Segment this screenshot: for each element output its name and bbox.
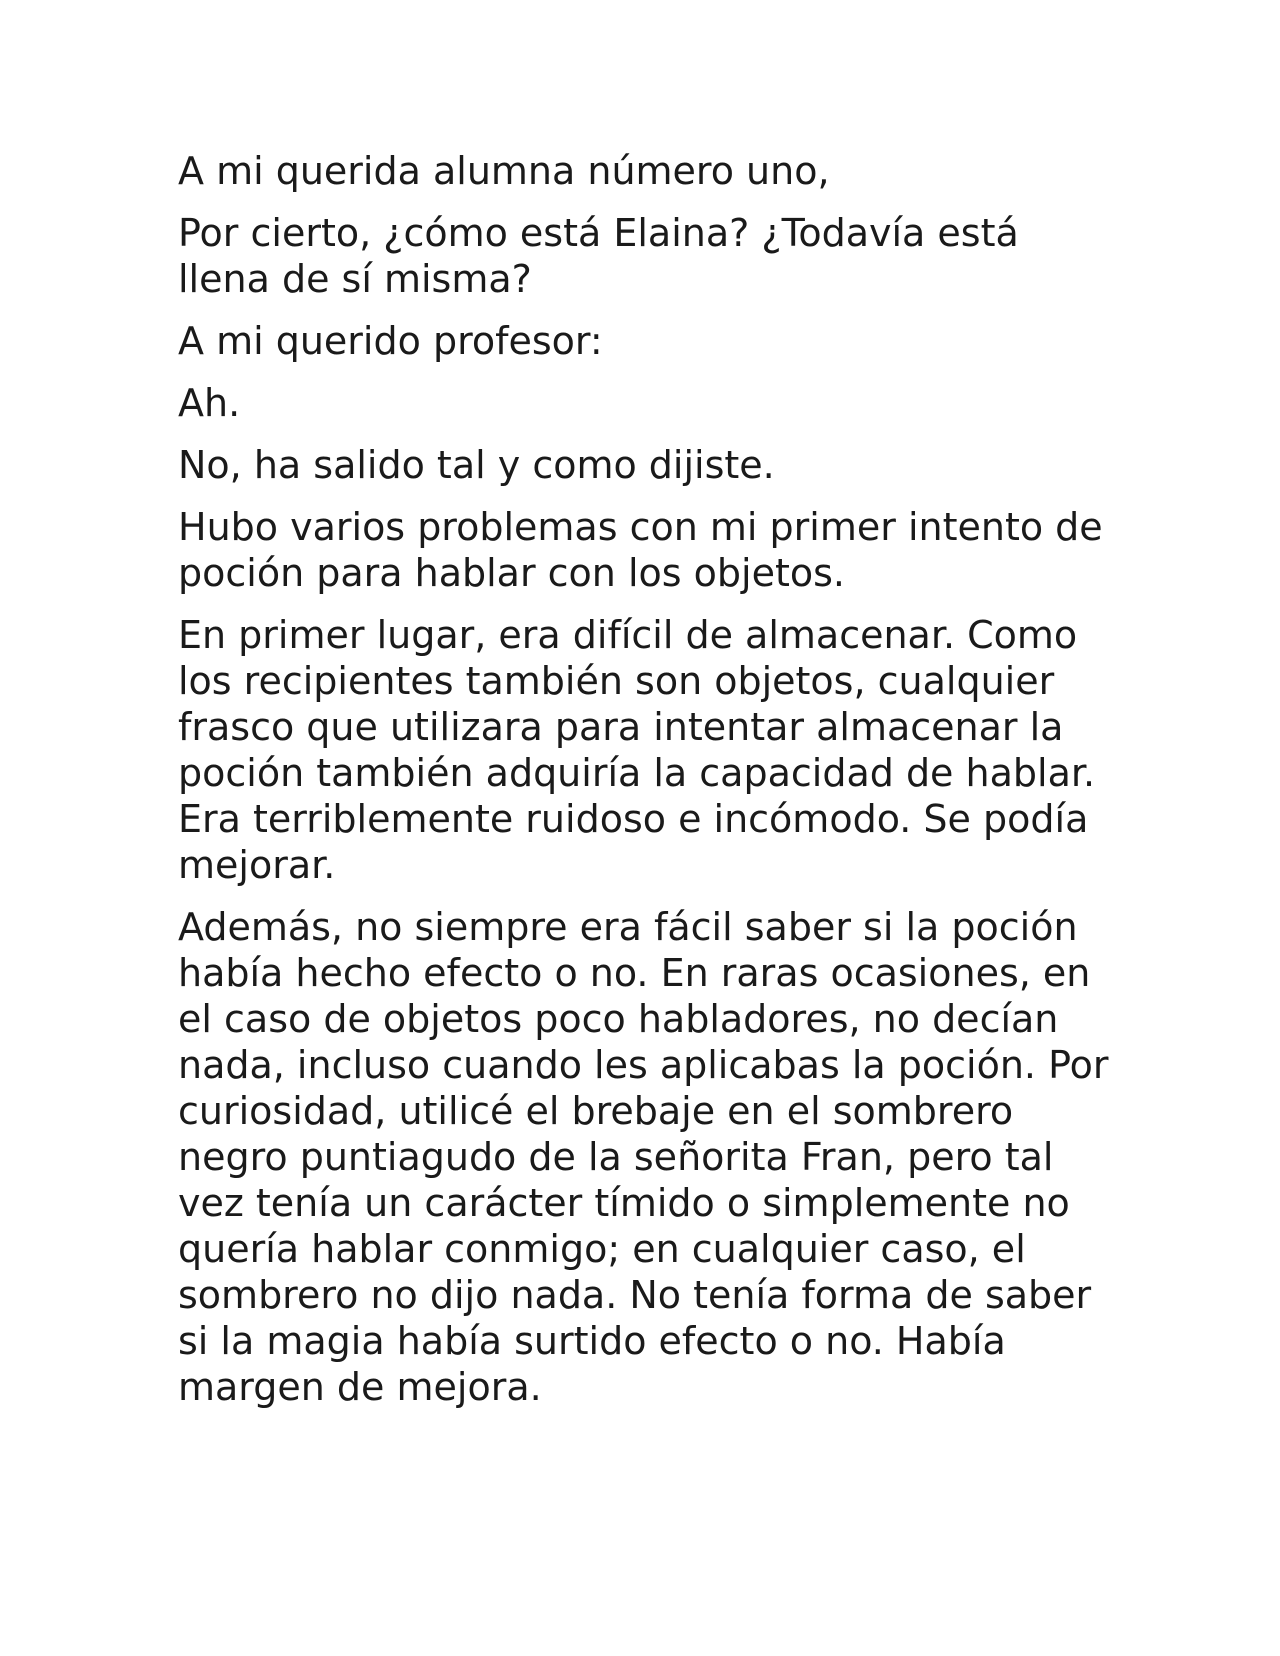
paragraph-as-you-said: No, ha salido tal y como dijiste. bbox=[178, 443, 775, 487]
paragraph-elaina-question: Por cierto, ¿cómo está Elaina? ¿Todavía está llena de sí misma? bbox=[178, 211, 1019, 301]
paragraph-storage: En primer lugar, era difícil de almacenar. Como los recipientes también son objetos, cualquier frasco que utilizara para intentar almacenar la poción también adquiría la capacidad de hablar. Era terriblemente ruidoso e incómodo. Se podía mejorar. bbox=[178, 613, 1096, 887]
paragraph-ah: Ah. bbox=[178, 381, 241, 425]
paragraph-problems: Hubo varios problemas con mi primer intento de poción para hablar con los objetos. bbox=[178, 505, 1103, 595]
greeting-student: A mi querida alumna número uno, bbox=[178, 149, 830, 193]
paragraph-effect: Además, no siempre era fácil saber si la poción había hecho efecto o no. En raras ocasiones, en el caso de objetos poco habladores, no decían nada, incluso cuando les aplicabas la poción. Por curiosidad, utilicé el brebaje en el sombrero negro puntiagudo de la señorita Fran, pero tal vez tenía un carácter tímido o simplemente no quería hablar conmigo; en cualquier caso, el sombrero no dijo nada. No tenía forma de saber si la magia había surtido efecto o no. Había margen de mejora. bbox=[178, 905, 1109, 1409]
document-body bbox=[178, 148, 1118, 1426]
greeting-professor: A mi querido profesor: bbox=[178, 319, 603, 363]
